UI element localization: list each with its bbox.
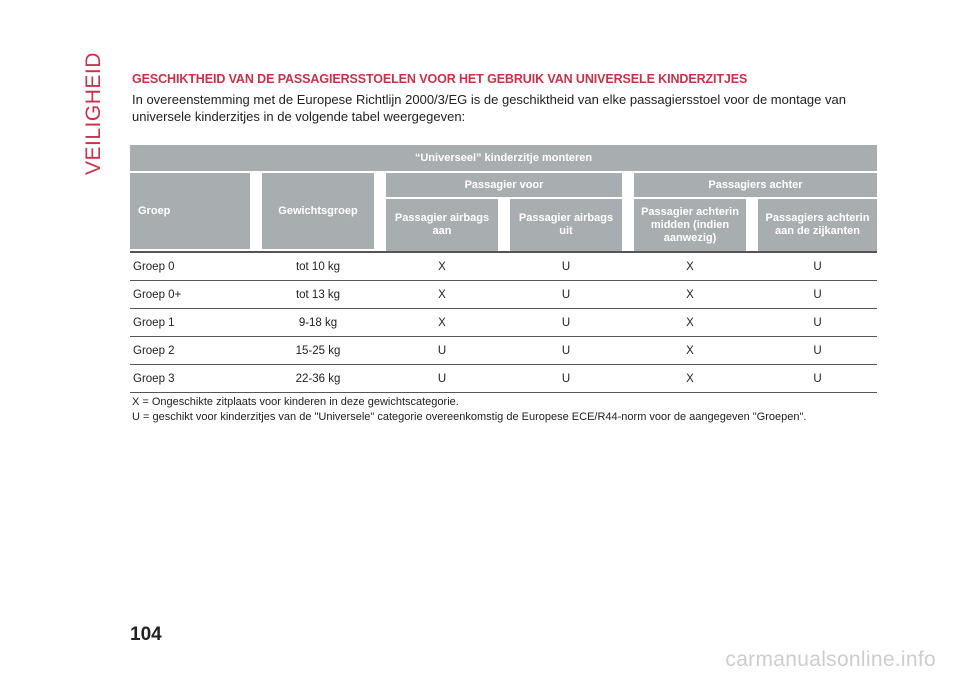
table-row	[130, 337, 877, 365]
cell-achterin-midden: X	[634, 337, 746, 365]
cell-groep: Groep 1	[130, 309, 250, 337]
cell-achterin-midden: X	[634, 365, 746, 393]
page-number: 104	[130, 624, 162, 645]
cell-achterin-zijkanten: U	[758, 251, 877, 281]
note-u: U = geschikt voor kinderzitjes van de "Universele" categorie overeenkomstig de Europese ECE/R44-norm voor de aangegeven "Groepen".	[132, 411, 807, 423]
header-passagier-voor: Passagier voor	[386, 173, 622, 199]
header-airbags-aan: Passagier airbags aan	[386, 199, 498, 251]
table-row	[130, 309, 877, 337]
table-notes	[132, 395, 892, 425]
header-gewichtsgroep: Gewichtsgroep	[262, 173, 374, 251]
cell-achterin-midden: X	[634, 281, 746, 309]
cell-achterin-zijkanten: U	[758, 281, 877, 309]
cell-achterin-zijkanten: U	[758, 309, 877, 337]
cell-airbags-uit: U	[510, 337, 622, 365]
section-heading: GESCHIKTHEID VAN DE PASSAGIERSSTOELEN VOOR HET GEBRUIK VAN UNIVERSELE KINDERZITJES	[132, 72, 748, 86]
header-achterin-midden: Passagier achterin midden (indien aanwezig)	[634, 199, 746, 251]
cell-airbags-uit: U	[510, 251, 622, 281]
cell-achterin-midden: X	[634, 309, 746, 337]
table-row	[130, 251, 877, 281]
watermark: carmanualsonline.info	[725, 648, 936, 671]
child-seat-table	[130, 145, 877, 393]
cell-groep: Groep 0	[130, 251, 250, 281]
cell-achterin-zijkanten: U	[758, 365, 877, 393]
cell-gewicht: 22-36 kg	[262, 365, 374, 393]
cell-airbags-aan: X	[386, 281, 498, 309]
cell-airbags-uit: U	[510, 309, 622, 337]
section-label: VEILIGHEID	[82, 52, 105, 175]
cell-airbags-aan: U	[386, 365, 498, 393]
cell-groep: Groep 2	[130, 337, 250, 365]
header-groep: Groep	[130, 173, 250, 251]
cell-gewicht: 15-25 kg	[262, 337, 374, 365]
header-passagiers-achter: Passagiers achter	[634, 173, 877, 199]
cell-achterin-midden: X	[634, 251, 746, 281]
cell-achterin-zijkanten: U	[758, 337, 877, 365]
cell-gewicht: tot 13 kg	[262, 281, 374, 309]
cell-airbags-uit: U	[510, 365, 622, 393]
cell-gewicht: tot 10 kg	[262, 251, 374, 281]
note-x: X = Ongeschikte zitplaats voor kinderen in deze gewichtscategorie.	[132, 396, 459, 408]
cell-airbags-aan: X	[386, 251, 498, 281]
cell-airbags-aan: X	[386, 309, 498, 337]
table-row	[130, 281, 877, 309]
cell-gewicht: 9-18 kg	[262, 309, 374, 337]
cell-groep: Groep 0+	[130, 281, 250, 309]
header-airbags-uit: Passagier airbags uit	[510, 199, 622, 251]
table-row	[130, 365, 877, 393]
cell-groep: Groep 3	[130, 365, 250, 393]
intro-paragraph: In overeenstemming met de Europese Richtlijn 2000/3/EG is de geschiktheid van elke passagiersstoel voor de montage van universele kinderzitjes in de volgende tabel weergegeven:	[132, 92, 846, 124]
header-achterin-zijkanten: Passagiers achterin aan de zijkanten	[758, 199, 877, 251]
table-title: “Universeel” kinderzitje monteren	[130, 145, 877, 173]
cell-airbags-aan: U	[386, 337, 498, 365]
section-side-tab	[82, 52, 112, 175]
cell-airbags-uit: U	[510, 281, 622, 309]
